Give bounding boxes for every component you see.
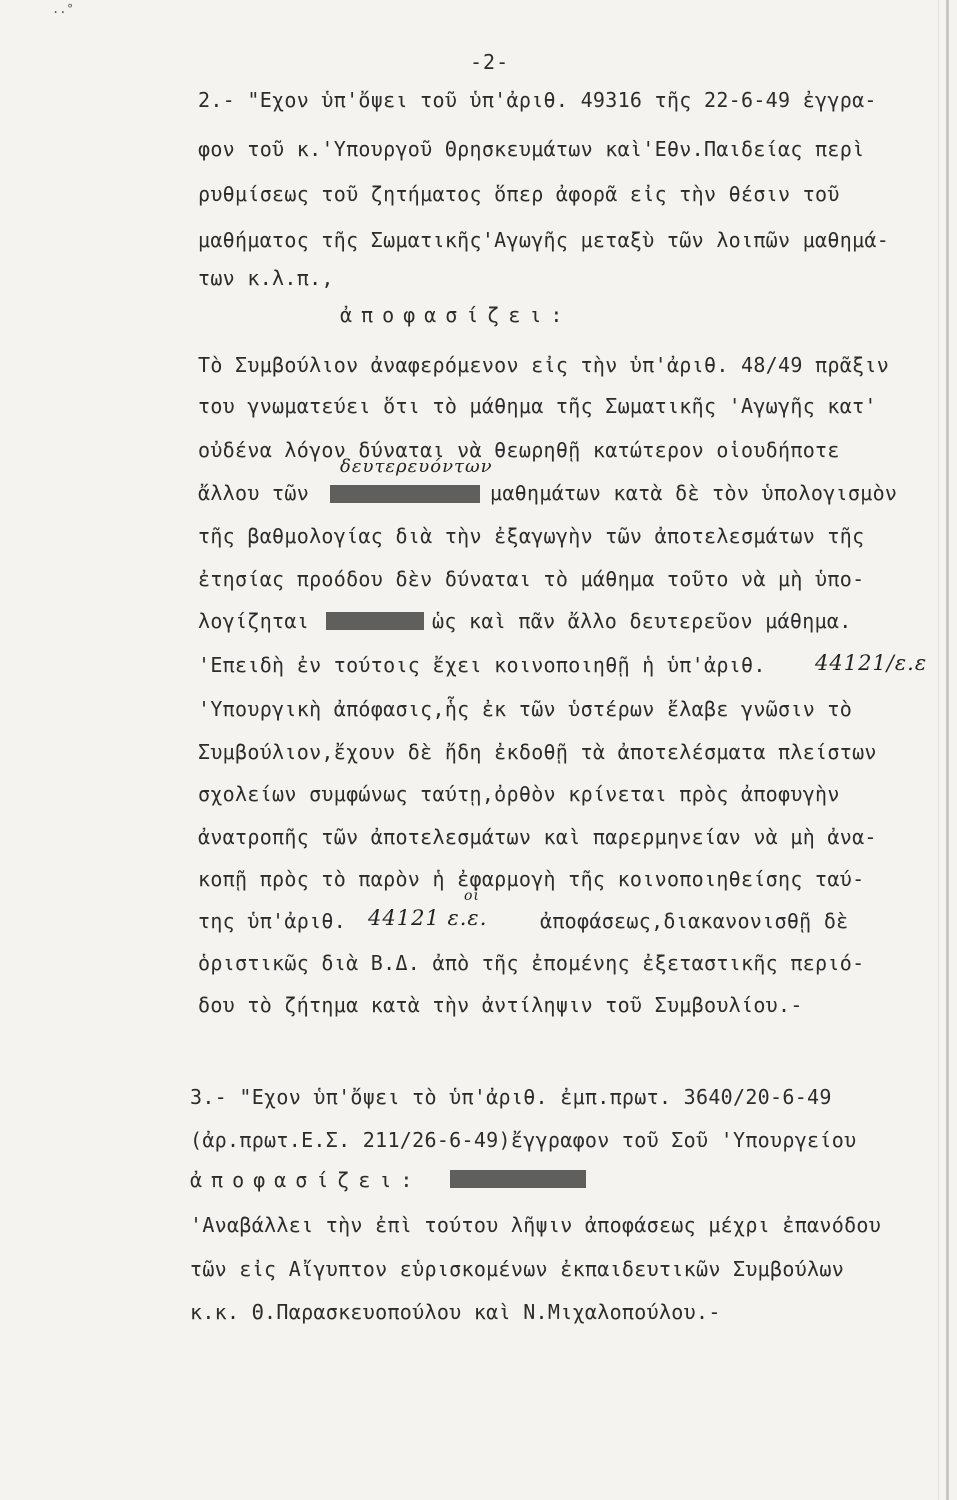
decides-heading-3: ἀποφασίζει: <box>190 1168 422 1192</box>
decision2-line-11: σχολείων συμφώνως ταύτῃ,ὀρθὸν κρίνεται πρὸς ἀποφυγὴν <box>198 782 840 806</box>
decision2-line-4a: ἄλλου τῶν <box>198 481 310 505</box>
decision3-line-1: 'Αναβάλλει τὴν ἐπὶ τούτου λῆψιν ἀποφάσεως μέχρι ἐπανόδου <box>190 1213 882 1237</box>
handwritten-superscript: οἱ <box>464 888 480 904</box>
decision2-line-5: τῆς βαθμολογίας διὰ τὴν ἐξαγωγὴν τῶν ἀποτελεσμάτων τῆς <box>198 524 865 548</box>
decision2-line-3: οὐδένα λόγον δύναται νὰ θεωρηθῇ κατώτερον οἱουδήποτε <box>198 438 840 462</box>
page-number: -2- <box>470 50 510 74</box>
section3-line-1: 3.- "Εχον ὑπ'ὄψει τὸ ὑπ'ἀριθ. ἐμπ.πρωτ. 3640/20-6-49 <box>190 1085 832 1109</box>
decision2-line-1: Τὸ Συμβούλιον ἀναφερόμενον εἰς τὴν ὑπ'ἀριθ. 48/49 πρᾶξιν <box>198 353 890 377</box>
section2-line-3: ρυθμίσεως τοῦ ζητήματος ὅπερ ἀφορᾶ εἰς τὴν θέσιν τοῦ <box>198 182 840 206</box>
typed-strikeout-3 <box>450 1170 586 1188</box>
decision2-line-14a: της ὑπ'ἀριθ. <box>198 909 347 933</box>
decision2-line-14b: ἀποφάσεως,διακανονισθῇ δὲ <box>540 909 849 933</box>
decision2-line-10: Συμβούλιον,ἔχουν δὲ ἤδη ἐκδοθῇ τὰ ἀποτελέσματα πλείστων <box>198 740 877 764</box>
decision3-line-3: κ.κ. Θ.Παρασκευοπούλου καὶ Ν.Μιχαλοπούλου.- <box>190 1300 721 1324</box>
corner-mark: ..° <box>52 2 74 16</box>
typed-strikeout-1 <box>330 485 480 503</box>
decision3-line-2: τῶν εἰς Αἴγυπτον εὑρισκομένων ἐκπαιδευτικῶν Συμβούλων <box>190 1257 845 1281</box>
decision2-line-6: ἐτησίας προόδου δὲν δύναται τὸ μάθημα τοῦτο νὰ μὴ ὑπο- <box>198 567 865 591</box>
decision2-line-7a: λογίζηται <box>198 609 310 633</box>
section2-line-5: των κ.λ.π., <box>198 266 334 290</box>
handwritten-ref-1: 44121/ε.ε <box>815 651 928 675</box>
decision2-line-13: κοπῇ πρὸς τὸ παρὸν ἡ ἐφαρμογὴ τῆς κοινοποιηθείσης ταύ- <box>198 867 865 891</box>
decision2-line-9: 'Υπουργικὴ ἀπόφασις,ἧς ἐκ τῶν ὑστέρων ἔλαβε γνῶσιν τὸ <box>198 697 853 721</box>
page-edge-shadow <box>946 0 949 1500</box>
decision2-line-2: του γνωματεύει ὅτι τὸ μάθημα τῆς Σωματικῆς 'Αγωγῆς κατ' <box>198 394 877 418</box>
section2-line-4: μαθήματος τῆς Σωματικῆς'Αγωγῆς μεταξὺ τῶν λοιπῶν μαθημά- <box>198 228 890 252</box>
decision2-line-7b: ὡς καὶ πᾶν ἄλλο δευτερεῦον μάθημα. <box>432 609 852 633</box>
page-edge-line <box>938 0 939 1500</box>
section2-line-2: φον τοῦ κ.'Υπουργοῦ Θρησκευμάτων καὶ'Εθν.Παιδείας περὶ <box>198 137 865 161</box>
decision2-line-16: δου τὸ ζήτημα κατὰ τὴν ἀντίληψιν τοῦ Συμβουλίου.- <box>198 993 803 1017</box>
decision2-line-8: 'Επειδὴ ἐν τούτοις ἔχει κοινοποιηθῇ ἡ ὑπ'ἀριθ. <box>198 653 766 677</box>
handwritten-ref-2: 44121 ε.ε. <box>368 906 488 930</box>
decision2-line-12: ἀνατροπῆς τῶν ἀποτελεσμάτων καὶ παρερμηνείαν νὰ μὴ ἀνα- <box>198 825 877 849</box>
handwritten-insert: δευτερευόντων <box>340 456 493 477</box>
decision2-line-4b: μαθημάτων κατὰ δὲ τὸν ὑπολογισμὸν <box>490 481 898 505</box>
section2-line-1: 2.- "Εχον ὑπ'ὄψει τοῦ ὑπ'ἀριθ. 49316 τῆς 22-6-49 ἐγγρα- <box>198 88 877 112</box>
section3-line-2: (ἀρ.πρωτ.Ε.Σ. 211/26-6-49)ἔγγραφον τοῦ Σοῦ 'Υπουργείου <box>190 1128 857 1152</box>
decision2-line-15: ὁριστικῶς διὰ Β.Δ. ἀπὸ τῆς ἐπομένης ἐξεταστικῆς περιό- <box>198 951 865 975</box>
typed-strikeout-2 <box>326 612 424 630</box>
decides-heading-2: ἀποφασίζει: <box>340 303 572 327</box>
